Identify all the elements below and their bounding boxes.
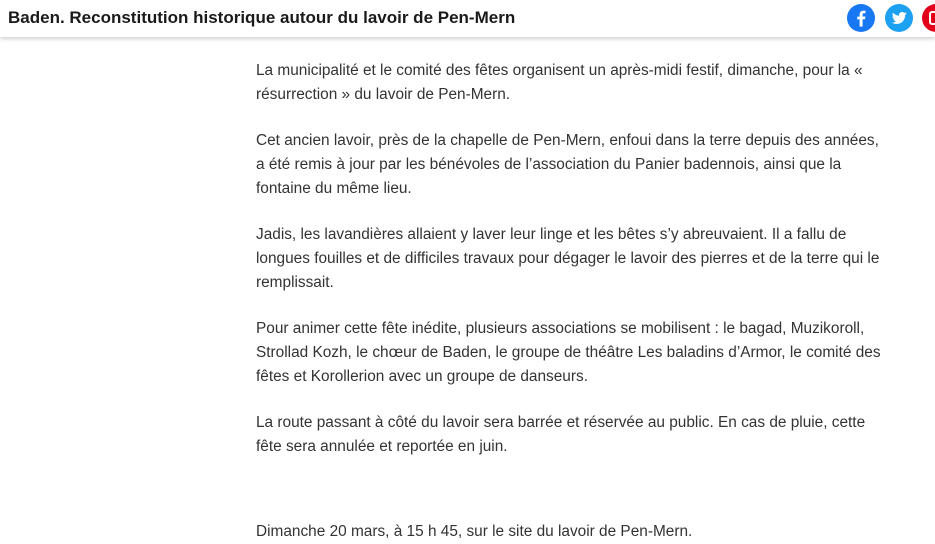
share-icon xyxy=(922,4,935,32)
top-bar xyxy=(0,0,935,37)
facebook-share-button[interactable] xyxy=(847,4,875,32)
article-paragraph: La route passant à côté du lavoir sera barrée et réservée au public. En cas de pluie, cette fête sera annulée et reportée en juin. xyxy=(256,414,866,455)
twitter-icon xyxy=(885,4,913,32)
article-paragraph: Pour animer cette fête inédite, plusieurs associations se mobilisent : le bagad, Muzikoroll, Strollad Kozh, le chœur de Baden, le groupe de théâtre Les baladins d’Armor, le comité des fêtes et Korollerion avec un groupe de danseurs. xyxy=(256,320,881,385)
event-info: Dimanche 20 mars, à 15 h 45, sur le site du lavoir de Pen-Mern. xyxy=(256,523,693,540)
twitter-share-button[interactable] xyxy=(885,4,913,32)
article-body xyxy=(256,59,881,540)
facebook-icon xyxy=(847,4,875,32)
third-share-button[interactable] xyxy=(922,4,935,32)
article-paragraph: La municipalité et le comité des fêtes organisent un après-midi festif, dimanche, pour la « résurrection » du lavoir de Pen-Mern. xyxy=(256,62,863,103)
article-paragraph: Cet ancien lavoir, près de la chapelle de Pen-Mern, enfoui dans la terre depuis des années, a été remis à jour par les bénévoles de l’association du Panier badennois, ainsi que la fontaine du même lieu. xyxy=(256,132,879,197)
article-paragraph: Jadis, les lavandières allaient y laver leur linge et les bêtes s’y abreuvaient. Il a fallu de longues fouilles et de difficiles travaux pour dégager le lavoir des pierres et de la terre qui le remplissait. xyxy=(256,226,880,291)
page-title: Baden. Reconstitution historique autour du lavoir de Pen-Mern xyxy=(8,8,516,27)
